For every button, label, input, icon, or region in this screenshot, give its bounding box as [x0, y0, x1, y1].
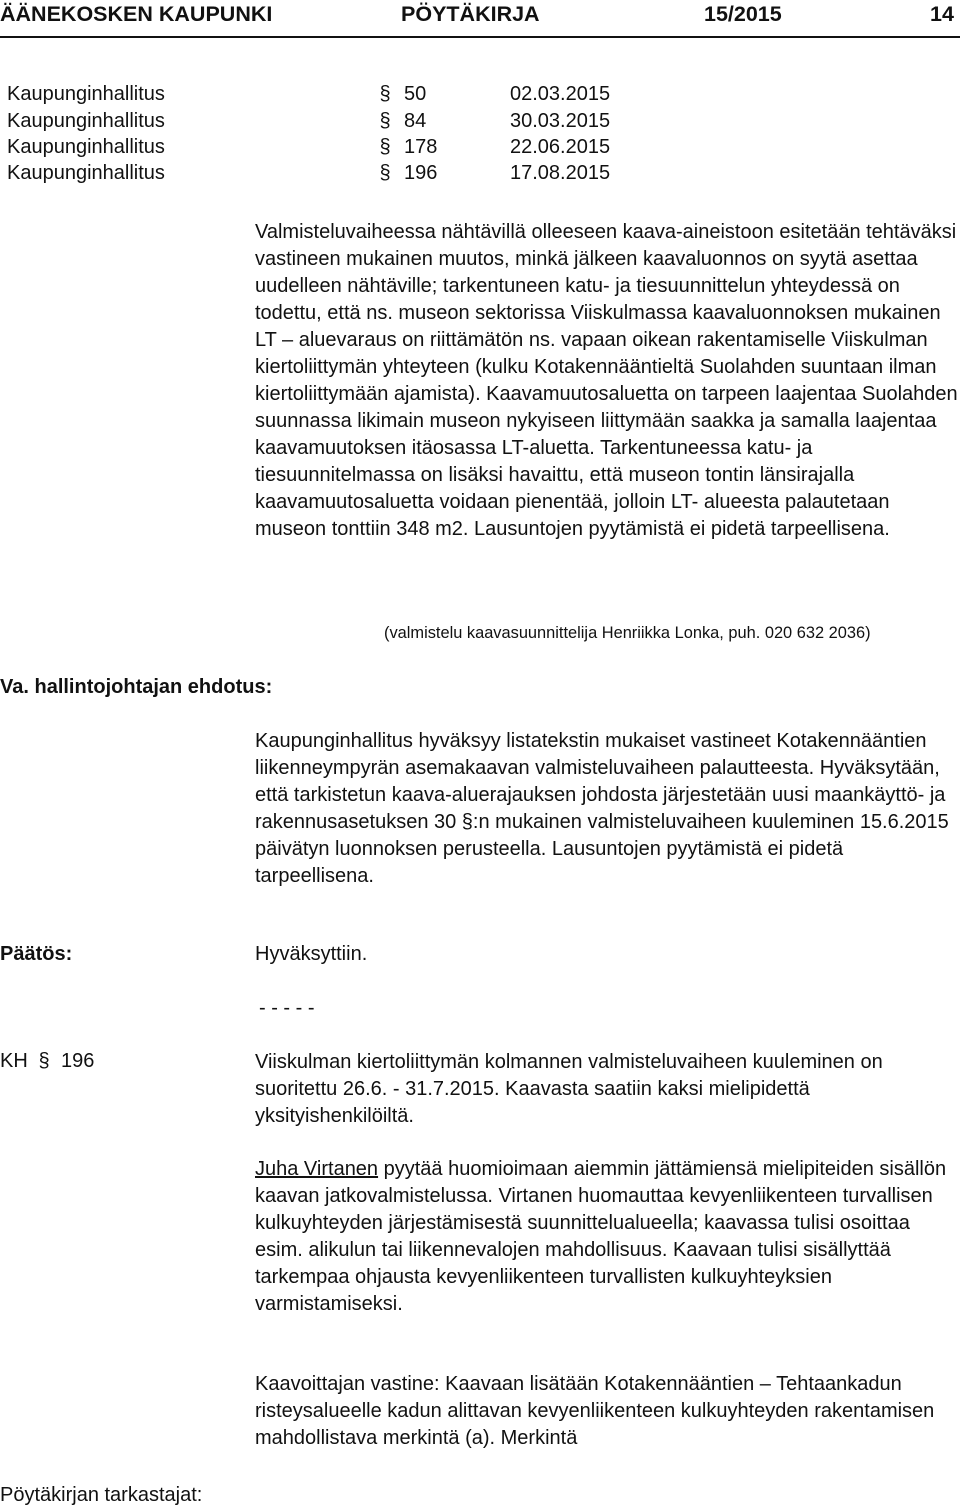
meeting-body: Kaupunginhallitus — [7, 110, 165, 132]
decision-text: Hyväksyttiin. — [255, 943, 368, 965]
meeting-body: Kaupunginhallitus — [7, 162, 165, 184]
meeting-body: Kaupunginhallitus — [7, 83, 165, 105]
kh-text: Viiskulman kiertoliittymän kolmannen valmisteluvaiheen kuuleminen on suoritettu 26.6. - 31.7.2015. Kaavasta saatiin kaksi mielipidettä yksityishenkilöiltä. — [255, 1051, 883, 1127]
kh-paragraph — [255, 1049, 960, 1130]
section-symbol: § — [379, 136, 391, 158]
city-name: ÄÄNEKOSKEN KAUPUNKI — [0, 2, 273, 26]
response-paragraph — [255, 1371, 960, 1452]
proposal-label: Va. hallintojohtajan ehdotus: — [0, 676, 273, 698]
opinion-name: Juha Virtanen — [255, 1158, 379, 1180]
intro-paragraph — [255, 219, 960, 543]
opinion-paragraph — [255, 1156, 960, 1318]
meeting-section-number: 50 — [404, 83, 427, 105]
separator: - - - - - — [259, 997, 315, 1019]
kh-section-number: 196 — [61, 1050, 95, 1072]
preparer-note: (valmistelu kaavasuunnittelija Henriikka Lonka, puh. 020 632 2036) — [384, 624, 871, 642]
section-symbol: § — [379, 110, 391, 132]
meeting-section-number: 196 — [404, 162, 438, 184]
proposal-text: Kaupunginhallitus hyväksyy listatekstin mukaiset vastineet Kotakennääntien liikenneympyrän asemakaavan valmisteluvaiheen palautteesta. Hyväksytään, että tarkistetun kaava-aluerajauksen johdosta järjestetään uusi maankäyttö- ja rakennusasetuksen 30 §:n mukainen valmisteluvaiheen kuuleminen 15.6.2015 päivätyn luonnoksen perusteella. Lausuntojen pyytämistä ei pidetä tarpeellisena. — [255, 730, 949, 887]
meeting-body: Kaupunginhallitus — [7, 136, 165, 158]
response-text: Kaavoittajan vastine: Kaavaan lisätään Kotakennääntien – Tehtaankadun risteysalueelle kadun alittavan kevyenliikenteen kulkuyhteyden rakentamisen mahdollistava merkintä (a). Merkintä — [255, 1373, 935, 1449]
document-type: PÖYTÄKIRJA — [401, 2, 540, 26]
opinion-body: pyytää huomioimaan aiemmin jättämiensä mielipiteiden sisällön kaavan jatkovalmistelussa. Virtanen huomauttaa kevyenliikenteen turvallisen kulkuyhteyden järjestämisestä suunnittelualueella; kaavassa tulisi osoittaa esim. alikulun tai liikennevalojen mahdollisuus. Kaavaan tulisi sisällyttää tarkempaa ohjausta kevyenliikenteen turvallisten kulkuyhteyksien varmistamiseksi. — [255, 1158, 947, 1315]
protocol-number: 15/2015 — [704, 2, 782, 26]
section-symbol: § — [38, 1050, 50, 1072]
opinion-text — [255, 1156, 960, 1318]
meeting-date: 02.03.2015 — [510, 83, 611, 105]
intro-text: Valmisteluvaiheessa nähtävillä olleeseen kaava-aineistoon esitetään tehtäväksi vastineen mukainen muutos, minkä jälkeen kaavaluonnos on syytä asettaa uudelleen nähtäville; tarkentuneen katu- ja tiesuunnittelun yhteydessä on todettu, että ns. museon sektorissa Viiskulmassa kaavaluonnoksen mukainen LT – aluevaraus on riittämätön ns. vapaan oikean rakentamiselle Viiskulman kiertoliittymän yhteyteen (kulku Kotakennääntieltä Suolahden suuntaan ilman kiertoliittymään ajamista). Kaavamuutosaluetta on tarpeen laajentaa Suolahden suunnassa likimain museon nykyiseen liittymään saakka ja samalla laajentaa kaavamuutoksen itäosassa LT-aluetta. Tarkentuneessa katu- ja tiesuunnitelmassa on lisäksi havaittu, että museon tontin länsirajalla kaavamuutosaluetta voidaan pienentää, jolloin LT- alueesta palautetaan museon tonttiin 348 m2. Lausuntojen pyytämistä ei pidetä tarpeellisena. — [255, 221, 958, 540]
page-number: 14 — [930, 2, 954, 26]
footer-label: Pöytäkirjan tarkastajat: — [0, 1484, 203, 1506]
meeting-date: 17.08.2015 — [510, 162, 611, 184]
kh-body: KH — [0, 1050, 28, 1072]
header-divider — [0, 36, 960, 38]
meeting-date: 30.03.2015 — [510, 110, 611, 132]
section-symbol: § — [379, 162, 391, 184]
meeting-section-number: 178 — [404, 136, 438, 158]
proposal-paragraph — [255, 728, 960, 890]
section-symbol: § — [379, 83, 391, 105]
meeting-date: 22.06.2015 — [510, 136, 611, 158]
meeting-section-number: 84 — [404, 110, 427, 132]
decision-label: Päätös: — [0, 943, 73, 965]
